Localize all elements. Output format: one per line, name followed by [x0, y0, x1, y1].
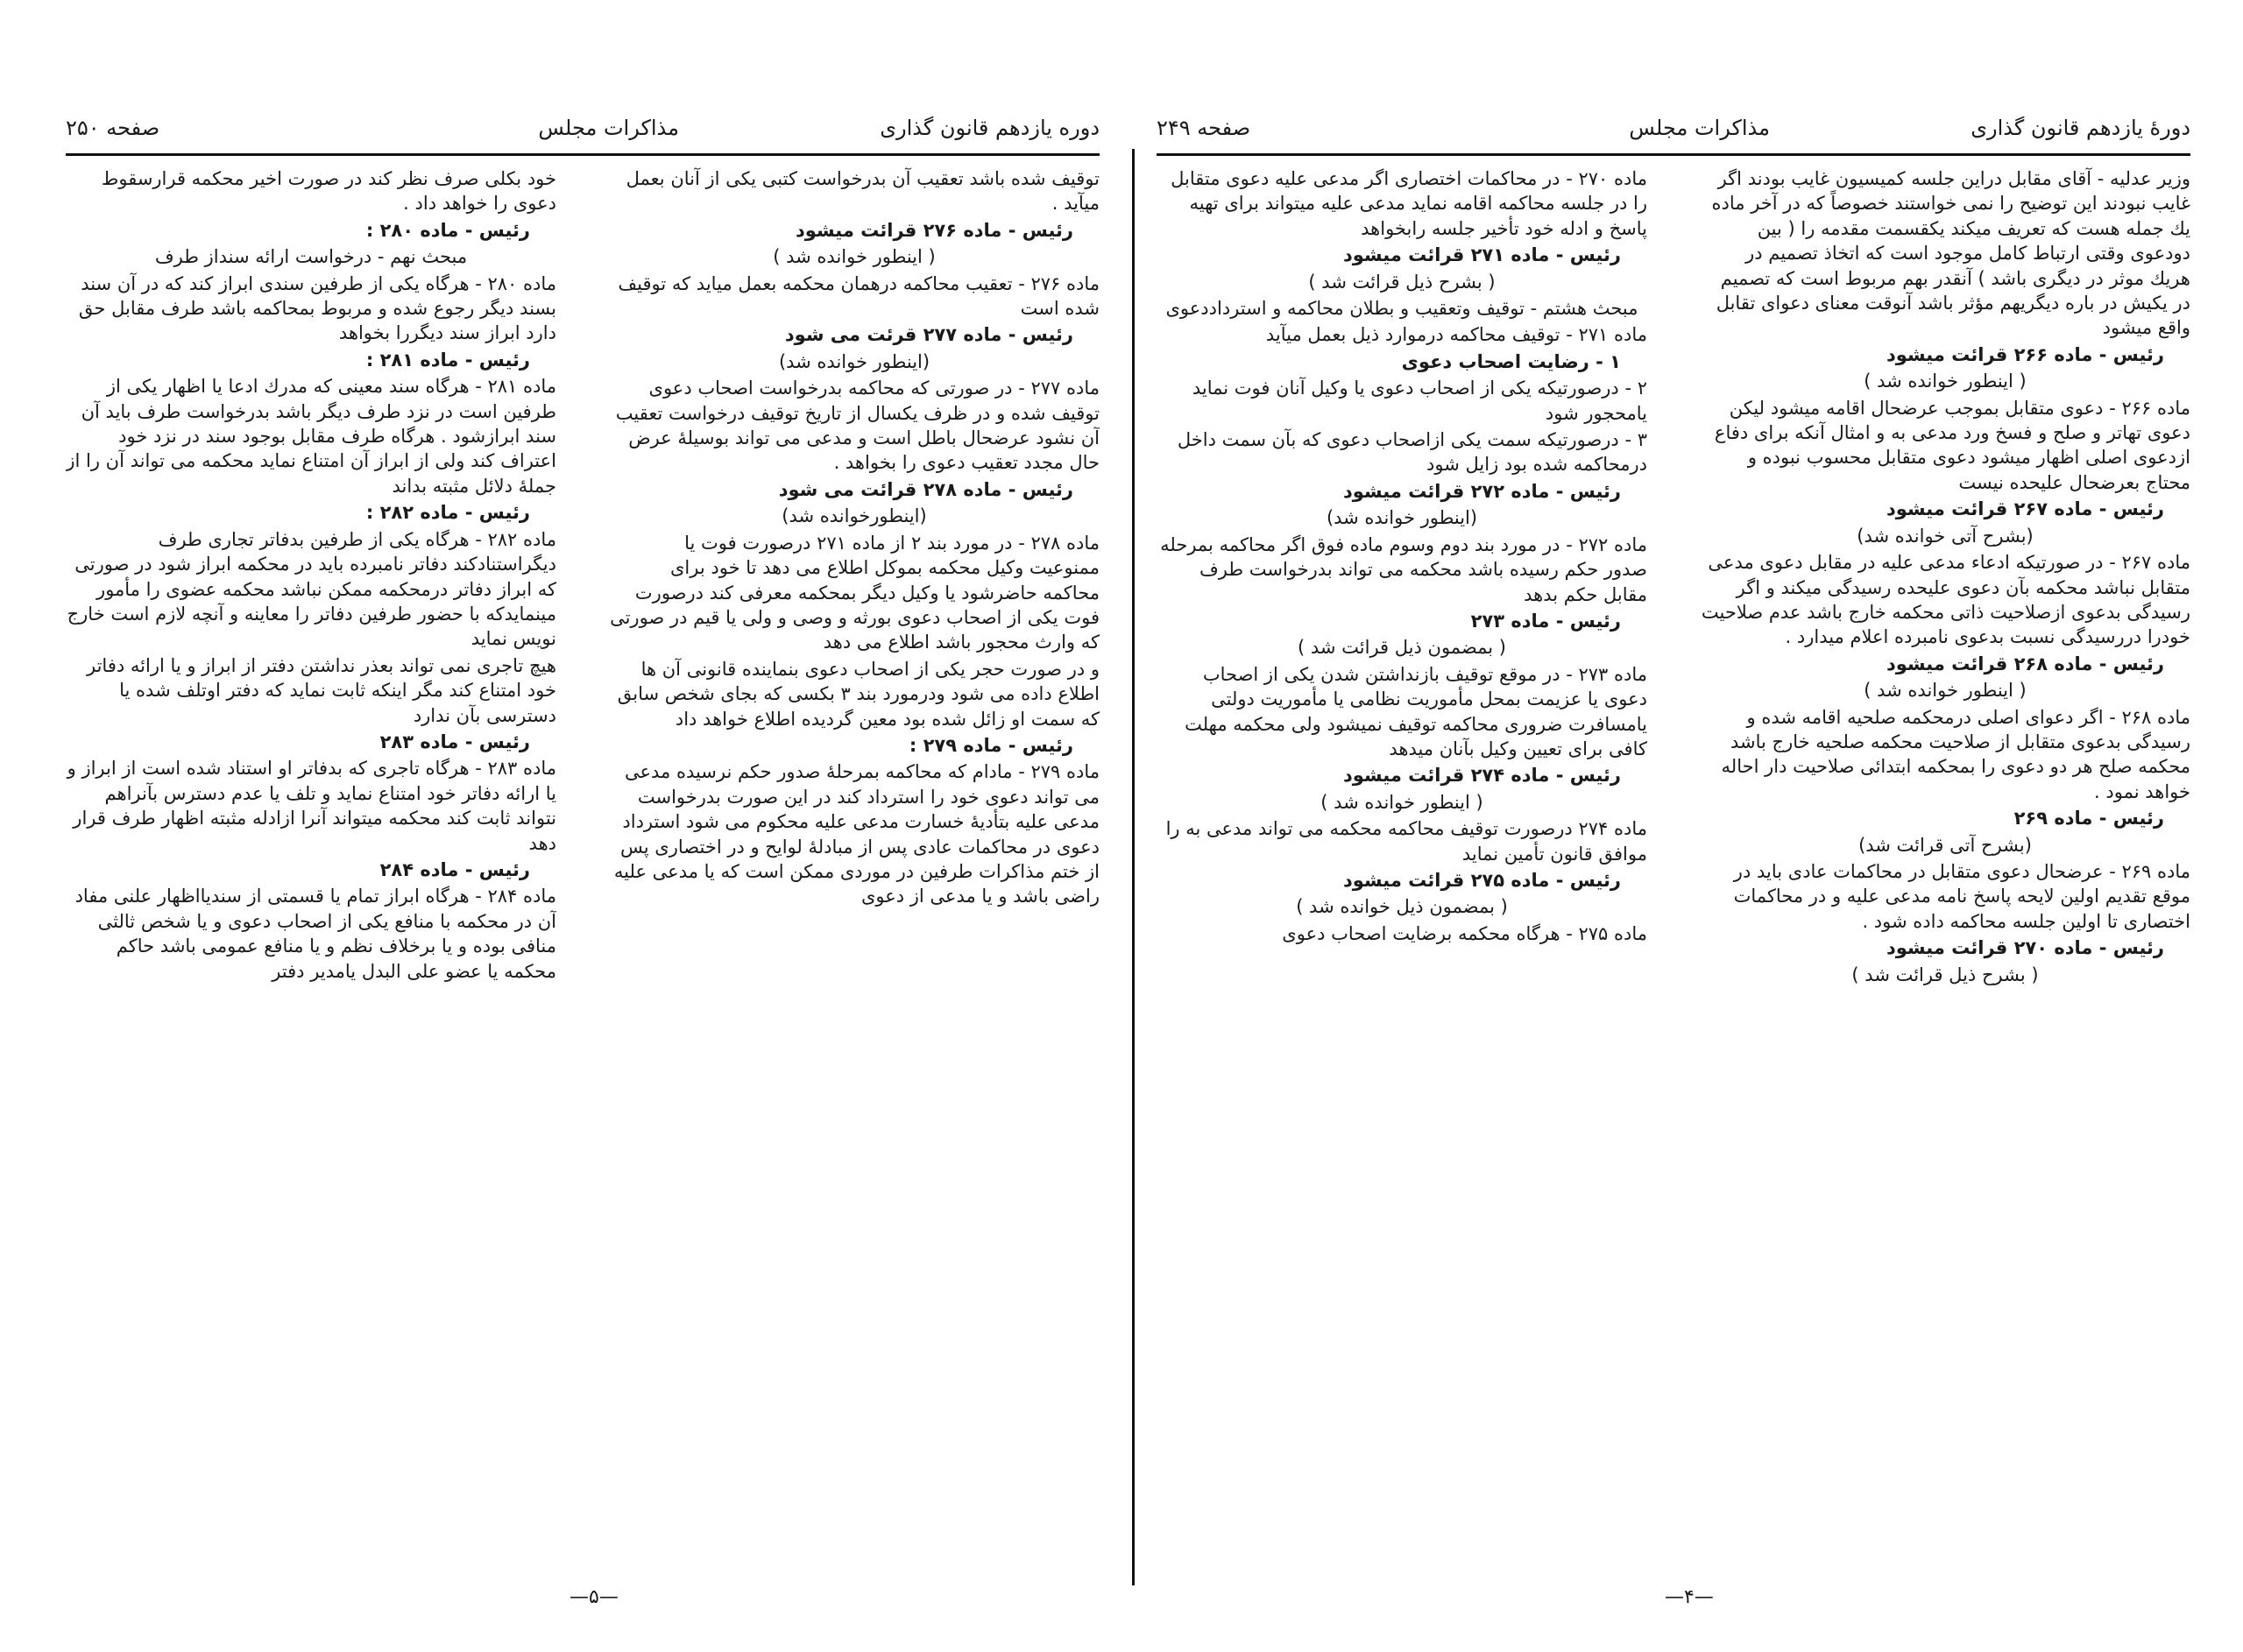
heading-line: ( بشرح ذیل قرائت شد )	[1851, 964, 2039, 985]
heading-line: رئیس - ماده ۲۷۳	[1470, 610, 1621, 632]
header-publication-title: مذاکرات مجلس	[1629, 116, 1770, 140]
heading-line: ( اینطور خوانده شد )	[773, 246, 936, 268]
text-column-left	[1157, 166, 1647, 1559]
heading-line: رئیس - ماده ۲۸۴	[379, 858, 530, 880]
paragraph: ماده ۲۶۶ - دعوی متقابل بموجب عرضحال اقامه میشود لیکن دعوی تهاتر و صلح و فسخ ورد مدعی به و امثال آنکه برای دفاع ازدعوی اصلی اظهار میشود دعوی متقابل محسوب نبوده و محتاج بعرضحال علیحده نیست	[1714, 397, 2190, 493]
heading-line: ۱ - رضایت اصحاب دعوی	[1401, 350, 1621, 372]
heading-line: (اینطور خوانده شد)	[778, 350, 930, 372]
heading-line: (اینطورخوانده شد)	[782, 505, 927, 527]
paragraph: ماده ۲۶۹ - عرضحال دعوی متقابل در محاکمات عادی باید در موقع تقدیم اولین لایحه پاسخ نامه مدعی علیه و در محاکمات اختصاری تا اولین جلسه محاکمه داده شود .	[1733, 860, 2190, 932]
header-page-label: صفحه ۲۵۰	[66, 116, 160, 140]
heading-line: ( اینطور خوانده شد )	[1864, 680, 2027, 702]
heading-line: رئیس - ماده ۲۷۶ قرائت میشود	[795, 219, 1073, 241]
text-column-right	[1700, 166, 2190, 1559]
heading-line: (بشرح آتی خوانده شد)	[1857, 525, 2034, 547]
paragraph: ماده ۲۷۵ - هرگاه محکمه برضایت اصحاب دعوی	[1282, 922, 1647, 944]
paragraph: ۲ - درصورتیکه یکی از اصحاب دعوی یا وکیل آنان فوت نماید یامحجور شود	[1192, 378, 1647, 424]
text-column-right	[609, 166, 1100, 1559]
heading-line: رئیس - ماده ۲۷۵ قرائت میشود	[1342, 869, 1621, 891]
paragraph: ماده ۲۸۴ - هرگاه ابراز تمام یا قسمتی از سندیااظهار علنی مفاد آن در محکمه با منافع یکی از اصحاب دعوی و یا شخص ثالثی منافی بوده و یا برخلاف نظم و یا منافع عمومی باشد حاکم محکمه یا عضو علی البدل یامدیر دفتر	[74, 886, 556, 982]
header-session-title: دوره یازدهم قانون گذاری	[880, 116, 1100, 140]
paragraph: ماده ۲۷۶ - تعقیب محاکمه درهمان محکمه بعمل میاید که توقیف شده است	[618, 272, 1100, 320]
heading-line: (اینطور خوانده شد)	[1326, 507, 1478, 529]
paragraph: وزیر عدلیه - آقای مقابل دراین جلسه کمیسیون غایب بودند اگر غایب نبودند این توضیح را نمی خواستند خصوصاً که در آخر ماده یك جمله هست که تعریف میکند یکقسمت مقدمه را ( بین دودعوی وقتی ارتباط کامل موجود است که اتخاذ تصمیم در هریك موثر در دیگری باشد ) آنقدر بهم مربوط است که تصمیم در یکیش در باره دیگریهم مؤثر باشد آنوقت معنای دعوای تقابل واقع میشود	[1711, 168, 2190, 339]
heading-line: رئیس - ماده ۲۷۱ قرائت میشود	[1342, 244, 1621, 266]
heading-line: (بشرح آتی قرائت شد)	[1858, 834, 2032, 856]
page-249	[1157, 83, 2190, 1599]
paragraph: خود بکلی صرف نظر کند در صورت اخیر محکمه قرارسقوط دعوی را خواهد داد .	[101, 168, 556, 215]
paragraph: هیچ تاجری نمی تواند بعذر نداشتن دفتر از ابراز و یا ارائه دفاتر خود امتناع کند مگر اینکه ثابت نماید که دفتر اوتلف شده یا دسترسی بآن ندارد	[86, 654, 556, 726]
paragraph: ماده ۲۸۰ - هرگاه یکی از طرفین سندی ابراز کند که در آن سند بسند دیگر رجوع شده و مربوط بمحاکمه باشد طرف مقابل حق دارد ابراز سند دیگررا بخواهد	[78, 272, 556, 344]
paragraph: ماده ۲۷۲ - در مورد بند دوم وسوم ماده فوق اگر محاکمه بمرحله صدور حکم رسیده باشد محکمه می تواند بدرخواست طرف مقابل حکم بدهد	[1160, 533, 1647, 605]
page-250	[66, 83, 1100, 1599]
heading-line: ( اینطور خوانده شد )	[1320, 791, 1483, 813]
header-publication-title: مذاکرات مجلس	[538, 116, 679, 140]
paragraph: ماده ۲۷۷ - در صورتی که محاکمه بدرخواست اصحاب دعوی توقیف شده و در ظرف یکسال از تاریخ توقیف درخواست تعقیب آن نشود عرضحال باطل است و مدعی می تواند بوسیلهٔ عرض حال مجدد تعقیب دعوی را بخواهد .	[615, 378, 1100, 474]
heading-line: مبحث نهم - درخواست ارائه سنداز طرف	[154, 246, 468, 268]
paragraph: ماده ۲۶۷ - در صورتیکه ادعاء مدعی علیه در مقابل دعوی مدعی متقابل نباشد محکمه بآن دعوی علیحده رسیدگی میکند و اگر رسیدگی بدعوی ازصلاحیت ذاتی محکمه خارج باشد عدم صلاحیت خودرا دررسیدگی نسبت بدعوی نامبرده اعلام میدارد .	[1701, 552, 2190, 648]
paragraph: ماده ۲۸۳ - هرگاه تاجری که بدفاتر او استناد شده است از ابراز و یا ارائه دفاتر خود امتناع نماید و تلف یا عدم دسترس بآنراهم نتواند ثابت کند محکمه میتواند آنرا ازادله مثبته اظهار طرف قرار دهد	[67, 758, 556, 854]
heading-line: رئیس - ماده ۲۶۷ قرائت میشود	[1886, 498, 2164, 520]
page-header	[1157, 83, 2190, 156]
heading-line: رئیس - ماده ۲۷۹ :	[909, 734, 1073, 756]
heading-line: مبحث هشتم - توقیف وتعقیب و بطلان محاکمه و استرداددعوی	[1165, 298, 1638, 320]
paragraph: ماده ۲۷۸ - در مورد بند ۲ از ماده ۲۷۱ درصورت فوت یا ممنوعیت وکیل محکمه بموکل اطلاع می دهد تا خود برای محاکمه حاضرشود یا وکیل دیگر بمحکمه معرفی کند درصورت فوت یکی از اصحاب دعوی بورثه و وصی و ولی یا قیم در صورتی که وارث محجور باشد اطلاع می دهد	[610, 532, 1100, 653]
heading-line: رئیس - ماده ۲۶۸ قرائت میشود	[1886, 653, 2164, 674]
page-number: —۵—	[570, 1586, 619, 1608]
heading-line: رئیس - ماده ۲۷۲ قرائت میشود	[1342, 480, 1621, 502]
paragraph: ماده ۲۸۲ - هرگاه یکی از طرفین بدفاتر تجاری طرف دیگراستنادکند دفاتر نامبرده باید در محکمه ابراز شود در صورتی که ابراز دفاتر درمحکمه ممکن نباشد محکمه عضوی را مأمور مینمایدکه با حضور طرفین دفاتر را معاینه و آنچه لازم است خارج نویس نماید	[67, 528, 556, 650]
heading-line: رئیس - ماده ۲۷۴ قرائت میشود	[1342, 765, 1621, 787]
heading-line: رئیس - ماده ۲۸۰ :	[365, 219, 530, 241]
heading-line: ( بمضمون ذیل قرائت شد )	[1297, 637, 1506, 659]
paragraph: ماده ۲۷۱ - توقیف محاکمه درموارد ذیل بعمل میآید	[1265, 324, 1647, 346]
paragraph: توقیف شده باشد تعقیب آن بدرخواست کتبی یکی از آنان بعمل میآید .	[626, 168, 1100, 215]
heading-line: ( بشرح ذیل قرائت شد )	[1308, 271, 1496, 293]
paragraph: ماده ۲۸۱ - هرگاه سند معینی که مدرك ادعا یا اظهار یکی از طرفین است در نزد طرف دیگر باشد بدرخواست طرف باید آن سند ابرازشود . هرگاه طرف مقابل بوجود سند در نزد خود اعتراف کند ولی از ابراز آن امتناع نماید محکمه می تواند آن را از جملهٔ دلائل مثبته بداند	[66, 376, 556, 497]
heading-line: ( بمضمون ذیل خوانده شد )	[1296, 896, 1508, 918]
header-page-label: صفحه ۲۴۹	[1157, 116, 1251, 140]
heading-line: رئیس - ماده ۲۸۲ :	[365, 502, 530, 524]
heading-line: ( اینطور خوانده شد )	[1864, 371, 2027, 392]
heading-line: رئیس - ماده ۲۷۸ قرائت می شود	[778, 478, 1073, 500]
paragraph: ماده ۲۷۳ - در موقع توقیف بازنداشتن شدن یکی از اصحاب دعوی یا عزیمت بمحل مأموریت نظامی یا مأموریت دولتی یامسافرت ضروری محاکمه توقیف نمیشود ولی محکمه مهلت کافی برای تعیین وکیل بآنان میدهد	[1185, 663, 1647, 759]
paragraph: ماده ۲۶۸ - اگر دعوای اصلی درمحکمه صلحیه اقامه شده و رسیدگی بدعوی متقابل از صلاحیت محکمه صلحیه خارج باشد محکمه صلح هر دو دعوی را بمحکمه ابتدائی صلاحیت دار احاله خواهد نمود .	[1721, 706, 2190, 802]
text-column-left	[66, 166, 556, 1559]
heading-line: رئیس - ماده ۲۷۰ قرائت میشود	[1886, 937, 2164, 959]
paragraph: ماده ۲۷۰ - در محاکمات اختصاری اگر مدعی علیه دعوی متقابل را در جلسه محاکمه اقامه نماید مدعی علیه میتواند برای تهیه پاسخ و ادله خود تأخیر جلسه رابخواهد	[1171, 168, 1647, 239]
header-session-title: دورهٔ یازدهم قانون گذاری	[1971, 116, 2190, 140]
page-number: —۴—	[1665, 1586, 1714, 1608]
heading-line: رئیس - ماده ۲۶۹	[2013, 808, 2164, 830]
page-gutter-divider	[1132, 149, 1135, 1585]
paragraph: ماده ۲۷۹ - مادام که محاکمه بمرحلهٔ صدور حکم نرسیده مدعی می تواند دعوی خود را استرداد کند در این صورت بدرخواست مدعی علیه بتأدیهٔ خسارت مدعی علیه محکوم می شود استرداد دعوی در محاکمات عادی پس از مبادلهٔ لوایح و در اختصاری پس از ختم مذاکرات طرفین در موردی ممکن است که یا مدعی علیه راضی باشد و یا مدعی از دعوی	[613, 761, 1100, 907]
page-header	[66, 83, 1100, 156]
paragraph: ماده ۲۷۴ درصورت توقیف محاکمه محکمه می تواند مدعی به را موافق قانون تأمین نماید	[1165, 818, 1647, 865]
heading-line: رئیس - ماده ۲۸۳	[379, 731, 530, 752]
heading-line: رئیس - ماده ۲۷۷ قرئت می شود	[784, 324, 1073, 346]
heading-line: رئیس - ماده ۲۸۱ :	[365, 349, 530, 371]
paragraph: و در صورت حجر یکی از اصحاب دعوی بنماینده قانونی آن ها اطلاع داده می شود ودرمورد بند ۳ بکسی که بجای شخص سابق که سمت او زائل شده بود معین گردیده اطلاع خواهد داد	[617, 658, 1100, 730]
heading-line: رئیس - ماده ۲۶۶ قرائت میشود	[1886, 343, 2164, 365]
paragraph: ۳ - درصورتیکه سمت یکی ازاصحاب دعوی که بآن سمت داخل درمحاکمه شده بود زایل شود	[1177, 429, 1647, 476]
